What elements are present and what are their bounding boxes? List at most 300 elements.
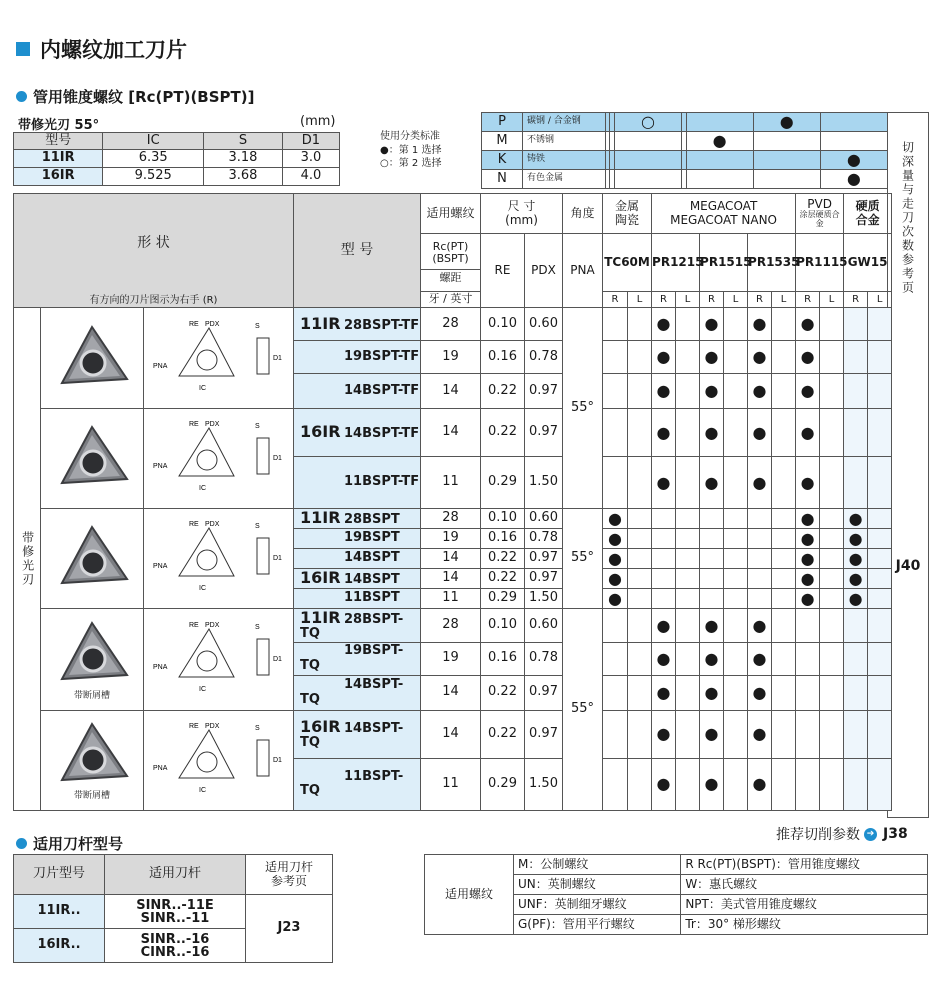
arrow-icon: ➔	[864, 828, 877, 841]
pvd-header: PVD 涂层硬质合金	[796, 194, 844, 234]
availability-cell	[603, 509, 628, 529]
diagram-label-ic: IC	[198, 384, 206, 392]
availability-cell	[652, 529, 676, 549]
pdx-cell: 1.50	[525, 589, 563, 609]
availability-cell	[844, 609, 868, 643]
availability-cell	[628, 457, 652, 509]
availability-cell	[676, 509, 700, 529]
dims-cell: 4.0	[282, 168, 339, 186]
availability-cell	[628, 509, 652, 529]
dims-header: IC	[103, 133, 204, 150]
availability-cell	[868, 642, 892, 675]
material-mark	[686, 151, 753, 170]
availability-cell	[700, 758, 724, 810]
rc-header: Rc(PT) (BSPT) 螺距	[421, 234, 481, 292]
dims-cell: 9.525	[103, 168, 204, 186]
availability-cell	[844, 758, 868, 810]
section-title: 管用锥度螺纹 [Rc(PT)(BSPT)]	[16, 86, 255, 107]
availability-cell	[676, 589, 700, 609]
availability-cell	[652, 642, 676, 675]
side-label: 带修光刃	[14, 308, 41, 811]
tpi-cell: 11	[421, 589, 481, 609]
rec-link[interactable]: 推荐切削参数 ➔ J38	[776, 826, 908, 843]
availability-cell	[652, 308, 676, 341]
availability-cell	[868, 675, 892, 710]
model-cell: 11IR 28BSPT-TQ	[294, 609, 421, 643]
availability-cell	[748, 589, 772, 609]
availability-cell	[628, 341, 652, 374]
material-code: N	[482, 170, 523, 189]
availability-cell	[868, 549, 892, 569]
diagram-label-s: S	[254, 322, 260, 330]
angle-cell: 55°	[563, 509, 603, 609]
availability-cell	[700, 642, 724, 675]
available-dot: ●	[704, 615, 719, 635]
availability-cell	[820, 642, 844, 675]
availability-cell	[676, 374, 700, 409]
availability-cell	[652, 409, 676, 457]
diagram-label-pdx: PDX	[204, 622, 219, 630]
availability-cell	[868, 509, 892, 529]
availability-cell	[748, 609, 772, 643]
material-mark	[753, 170, 820, 189]
right-ref-page: J40	[895, 558, 921, 574]
availability-cell	[772, 710, 796, 758]
hand-l: L	[724, 292, 748, 308]
availability-cell	[844, 549, 868, 569]
available-dot: ●	[752, 682, 767, 702]
product-row	[14, 509, 892, 529]
diagram-label-pna: PNA	[152, 764, 167, 772]
pdx-cell: 0.97	[525, 675, 563, 710]
tpi-cell: 14	[421, 710, 481, 758]
availability-cell	[700, 457, 724, 509]
available-dot: ●	[848, 568, 863, 588]
available-dot: ●	[800, 528, 815, 548]
availability-cell	[724, 341, 748, 374]
available-dot: ●	[704, 381, 719, 401]
availability-cell	[676, 569, 700, 589]
availability-cell	[724, 509, 748, 529]
availability-cell	[748, 308, 772, 341]
dims-cell: 16IR	[14, 168, 103, 186]
available-dot: ●	[800, 588, 815, 608]
dims-cell: 6.35	[103, 150, 204, 168]
availability-cell	[796, 710, 820, 758]
availability-cell	[772, 341, 796, 374]
availability-cell	[868, 308, 892, 341]
diagram-label-re: RE	[188, 622, 199, 630]
availability-cell	[820, 549, 844, 569]
availability-cell	[844, 341, 868, 374]
right-ref-column	[887, 112, 929, 818]
availability-cell	[603, 642, 628, 675]
availability-cell	[724, 374, 748, 409]
available-dot: ●	[800, 314, 815, 334]
availability-cell	[748, 409, 772, 457]
available-dot: ●	[752, 615, 767, 635]
tpi-cell: 14	[421, 374, 481, 409]
availability-cell	[844, 569, 868, 589]
shape-header	[14, 194, 294, 308]
available-dot: ●	[704, 682, 719, 702]
availability-cell	[868, 569, 892, 589]
availability-cell	[700, 374, 724, 409]
insert-photo-icon	[47, 421, 137, 491]
megacoat-header: MEGACOAT MEGACOAT NANO	[652, 194, 796, 234]
availability-cell	[628, 569, 652, 589]
shape-title: 形 状	[137, 234, 170, 251]
availability-cell	[603, 569, 628, 589]
available-dot: ●	[752, 774, 767, 794]
availability-cell	[652, 341, 676, 374]
thread-item: UNF：英制细牙螺纹	[514, 895, 681, 915]
title-square-icon	[16, 42, 30, 56]
tpi-cell: 11	[421, 457, 481, 509]
availability-cell	[724, 642, 748, 675]
re-cell: 0.29	[481, 589, 525, 609]
availability-cell	[676, 409, 700, 457]
availability-cell	[748, 710, 772, 758]
material-row	[482, 170, 888, 189]
availability-cell	[796, 409, 820, 457]
holder-ref: J23	[246, 895, 333, 963]
model-header: 型 号	[294, 194, 421, 308]
availability-cell	[676, 549, 700, 569]
insert-photo	[41, 409, 144, 509]
shape-note: 有方向的刀片图示为右手 (R)	[89, 294, 218, 306]
model-cell: 14BSPT-TQ	[294, 675, 421, 710]
thread-legend-label: 适用螺纹	[425, 855, 514, 935]
thread-item: UN：英制螺纹	[514, 875, 681, 895]
availability-cell	[868, 710, 892, 758]
dims-cell: 3.0	[282, 150, 339, 168]
cermet-header: 金属 陶瓷	[603, 194, 652, 234]
material-mark: ●	[753, 113, 820, 132]
available-dot: ●	[656, 774, 671, 794]
diagram-label-ic: IC	[198, 786, 206, 794]
availability-cell	[844, 642, 868, 675]
availability-cell	[724, 609, 748, 643]
insert-diagram	[144, 509, 294, 609]
thread-item: M：公制螺纹	[514, 855, 681, 875]
hand-r: R	[700, 292, 724, 308]
insert-diagram	[144, 609, 294, 711]
availability-cell	[700, 609, 724, 643]
tpi-cell: 11	[421, 758, 481, 810]
diagram-label-ic: IC	[198, 485, 206, 493]
tpi-cell: 14	[421, 675, 481, 710]
availability-cell	[676, 675, 700, 710]
insert-photo-icon	[47, 321, 137, 391]
available-dot: ●	[608, 588, 622, 608]
available-dot: ●	[752, 381, 767, 401]
availability-cell	[796, 758, 820, 810]
diagram-label-re: RE	[188, 722, 199, 730]
pdx-cell: 0.97	[525, 549, 563, 569]
availability-cell	[603, 609, 628, 643]
material-mark	[820, 113, 887, 132]
availability-cell	[820, 374, 844, 409]
availability-cell	[652, 710, 676, 758]
availability-cell	[868, 609, 892, 643]
thread-item: R Rc(PT)(BSPT)：管用锥度螺纹	[681, 855, 928, 875]
availability-cell	[748, 675, 772, 710]
available-dot: ●	[656, 422, 671, 442]
available-dot: ●	[752, 314, 767, 334]
material-row	[482, 113, 888, 132]
availability-cell	[844, 409, 868, 457]
available-dot: ●	[800, 548, 815, 568]
availability-cell	[796, 457, 820, 509]
availability-cell	[676, 341, 700, 374]
thread-legend-table	[424, 854, 928, 935]
material-code: P	[482, 113, 523, 132]
availability-cell	[603, 409, 628, 457]
available-dot: ●	[608, 548, 622, 568]
holder-name: SINR..-16 CINR..-16	[105, 929, 246, 963]
availability-cell	[820, 609, 844, 643]
insert-diagram	[144, 710, 294, 810]
model-cell: 19BSPT-TQ	[294, 642, 421, 675]
availability-cell	[820, 569, 844, 589]
availability-cell	[796, 589, 820, 609]
material-mark	[753, 132, 820, 151]
available-dot: ●	[704, 774, 719, 794]
availability-cell	[700, 509, 724, 529]
insert-photo-icon	[47, 617, 137, 687]
availability-cell	[748, 549, 772, 569]
hand-r: R	[844, 292, 868, 308]
pdx-cell: 0.97	[525, 374, 563, 409]
availability-cell	[772, 675, 796, 710]
diagram-label-re: RE	[188, 521, 199, 529]
availability-cell	[676, 457, 700, 509]
diagram-label-s: S	[254, 423, 260, 431]
pdx-cell: 0.60	[525, 308, 563, 341]
availability-cell	[724, 308, 748, 341]
usage-legend: 使用分类标准 ●：第 1 选择 ○：第 2 选择	[380, 131, 442, 169]
model-cell: 11BSPT-TF	[294, 457, 421, 509]
availability-cell	[676, 758, 700, 810]
material-name: 碳钢 / 合金钢	[523, 113, 606, 132]
available-dot: ●	[848, 508, 863, 528]
material-mark: ○	[614, 113, 681, 132]
holder-head-insert: 刀片型号	[14, 855, 105, 895]
availability-cell	[628, 675, 652, 710]
availability-cell	[628, 529, 652, 549]
availability-cell	[628, 609, 652, 643]
diagram-label-pdx: PDX	[204, 521, 219, 529]
availability-cell	[820, 341, 844, 374]
availability-cell	[628, 549, 652, 569]
availability-cell	[700, 549, 724, 569]
material-mark	[820, 132, 887, 151]
diagram-label-d1: D1	[272, 656, 282, 664]
availability-cell	[772, 374, 796, 409]
availability-cell	[796, 569, 820, 589]
pdx-cell: 0.97	[525, 409, 563, 457]
re-cell: 0.10	[481, 509, 525, 529]
product-row	[14, 409, 892, 457]
availability-cell	[868, 589, 892, 609]
hand-l: L	[676, 292, 700, 308]
available-dot: ●	[656, 314, 671, 334]
grade-tc60m: TC60M	[603, 234, 652, 292]
diagram-label-d1: D1	[272, 756, 282, 764]
availability-cell	[724, 549, 748, 569]
thread-item: G(PF)：管用平行螺纹	[514, 915, 681, 935]
bullet-icon	[16, 91, 27, 102]
availability-cell	[724, 529, 748, 549]
availability-cell	[676, 308, 700, 341]
availability-cell	[676, 609, 700, 643]
tpi-cell: 14	[421, 549, 481, 569]
diagram-label-d1: D1	[272, 555, 282, 563]
availability-cell	[820, 675, 844, 710]
availability-cell	[724, 409, 748, 457]
material-mark	[614, 132, 681, 151]
availability-cell	[772, 308, 796, 341]
pdx-cell: 1.50	[525, 457, 563, 509]
available-dot: ●	[704, 422, 719, 442]
material-mark	[614, 170, 681, 189]
dims-table	[13, 132, 340, 186]
pdx-cell: 0.78	[525, 341, 563, 374]
model-cell: 11BSPT	[294, 589, 421, 609]
availability-cell	[700, 308, 724, 341]
re-cell: 0.22	[481, 374, 525, 409]
diagram-label-s: S	[254, 624, 260, 632]
availability-cell	[748, 569, 772, 589]
availability-cell	[748, 374, 772, 409]
thread-item: NPT：美式管用锥度螺纹	[681, 895, 928, 915]
availability-cell	[700, 409, 724, 457]
insert-diagram	[144, 308, 294, 409]
insert-photo-icon	[47, 521, 137, 591]
available-dot: ●	[800, 472, 815, 492]
re-cell: 0.10	[481, 308, 525, 341]
availability-cell	[844, 509, 868, 529]
available-dot: ●	[656, 648, 671, 668]
holder-table	[13, 854, 333, 963]
material-mark	[753, 151, 820, 170]
material-mark: ●	[820, 151, 887, 170]
diagram-label-pna: PNA	[152, 463, 167, 471]
diagram-label-ic: IC	[198, 585, 206, 593]
availability-cell	[868, 341, 892, 374]
size-header: 尺 寸 (mm)	[481, 194, 563, 234]
material-code: M	[482, 132, 523, 151]
availability-cell	[628, 308, 652, 341]
bullet-icon	[16, 838, 27, 849]
availability-cell	[603, 758, 628, 810]
availability-cell	[796, 509, 820, 529]
available-dot: ●	[752, 422, 767, 442]
diagram-label-d1: D1	[272, 455, 282, 463]
dims-cell: 3.18	[204, 150, 283, 168]
availability-cell	[603, 589, 628, 609]
tpi-cell: 19	[421, 642, 481, 675]
availability-cell	[652, 509, 676, 529]
availability-cell	[796, 341, 820, 374]
hand-r: R	[603, 292, 628, 308]
diagram-label-s: S	[254, 523, 260, 531]
availability-cell	[748, 457, 772, 509]
hand-l: L	[868, 292, 892, 308]
availability-cell	[796, 675, 820, 710]
availability-cell	[844, 710, 868, 758]
material-mark	[686, 170, 753, 189]
availability-cell	[724, 457, 748, 509]
available-dot: ●	[800, 381, 815, 401]
dims-header: 型号	[14, 133, 103, 150]
availability-cell	[748, 529, 772, 549]
tpi-cell: 28	[421, 509, 481, 529]
re-cell: 0.22	[481, 710, 525, 758]
thread-header: 适用螺纹	[421, 194, 481, 234]
pdx-cell: 0.60	[525, 509, 563, 529]
availability-cell	[868, 409, 892, 457]
dims-cell: 3.68	[204, 168, 283, 186]
availability-cell	[700, 675, 724, 710]
availability-cell	[820, 308, 844, 341]
re-cell: 0.29	[481, 758, 525, 810]
available-dot: ●	[656, 472, 671, 492]
available-dot: ●	[704, 347, 719, 367]
angle-header: 角度	[563, 194, 603, 234]
available-dot: ●	[608, 568, 622, 588]
availability-cell	[844, 457, 868, 509]
model-cell: 16IR 14BSPT-TQ	[294, 710, 421, 758]
availability-cell	[844, 675, 868, 710]
availability-cell	[820, 409, 844, 457]
availability-cell	[820, 589, 844, 609]
diagram-label-pdx: PDX	[204, 421, 219, 429]
available-dot: ●	[704, 472, 719, 492]
available-dot: ●	[704, 314, 719, 334]
availability-cell	[796, 374, 820, 409]
availability-cell	[603, 549, 628, 569]
insert-diagram	[144, 409, 294, 509]
availability-cell	[820, 529, 844, 549]
available-dot: ●	[656, 347, 671, 367]
pdx-cell: 0.78	[525, 642, 563, 675]
availability-cell	[820, 758, 844, 810]
diagram-label-re: RE	[188, 421, 199, 429]
material-name: 不锈钢	[523, 132, 606, 151]
tpi-cell: 28	[421, 609, 481, 643]
availability-cell	[603, 710, 628, 758]
insert-photo	[41, 509, 144, 609]
availability-cell	[844, 308, 868, 341]
availability-cell	[772, 642, 796, 675]
material-row	[482, 151, 888, 170]
tpi-cell: 14	[421, 569, 481, 589]
diagram-label-ic: IC	[198, 686, 206, 694]
availability-cell	[628, 409, 652, 457]
pdx-cell: 1.50	[525, 758, 563, 810]
model-cell: 14BSPT	[294, 549, 421, 569]
dims-cell: 11IR	[14, 150, 103, 168]
re-header: RE	[481, 234, 525, 308]
availability-cell	[652, 758, 676, 810]
availability-cell	[772, 457, 796, 509]
diagram-label-pna: PNA	[152, 664, 167, 672]
available-dot: ●	[800, 347, 815, 367]
availability-cell	[844, 589, 868, 609]
tpi-cell: 19	[421, 529, 481, 549]
